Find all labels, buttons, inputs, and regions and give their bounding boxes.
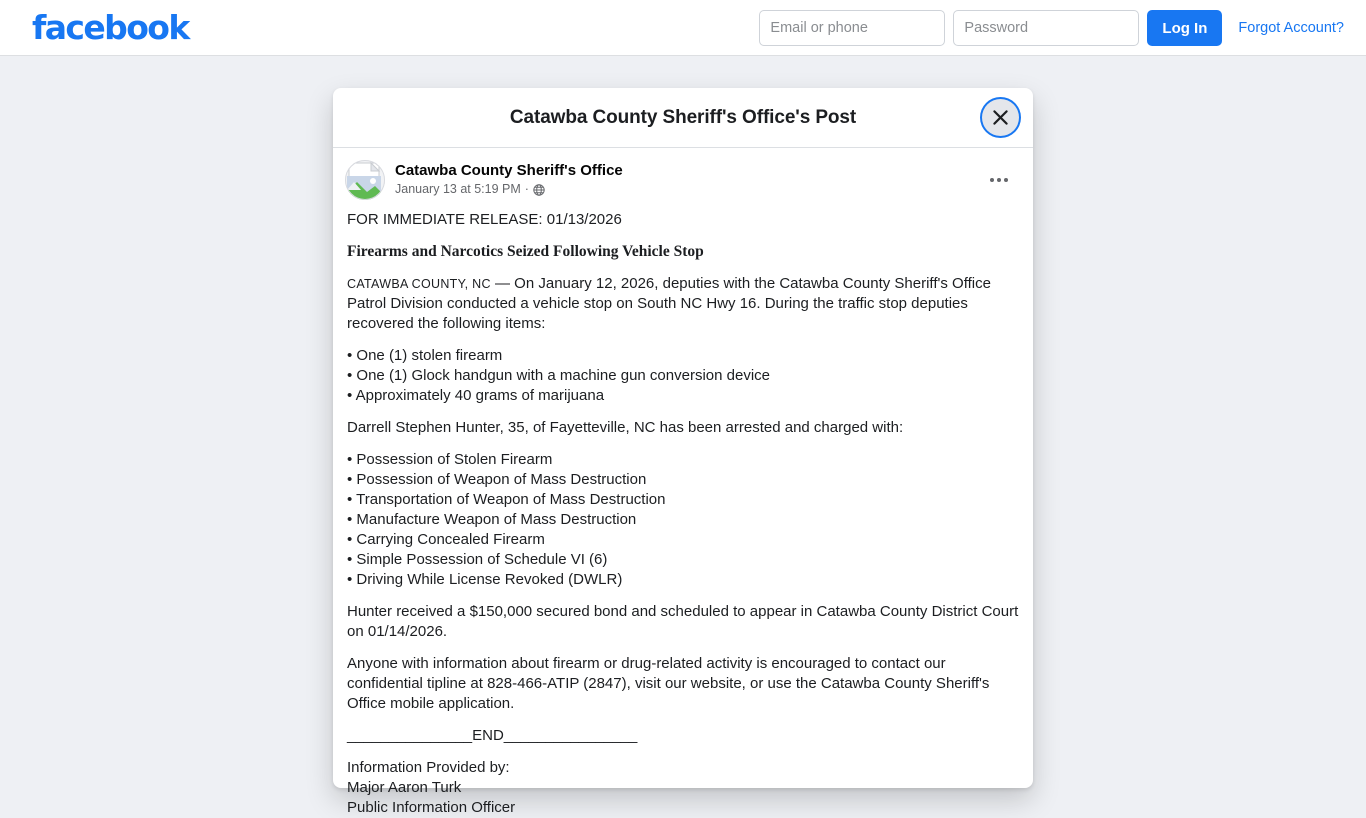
release-headline: Firearms and Narcotics Seized Following Vehicle Stop [347, 243, 704, 260]
log-in-button[interactable]: Log In [1147, 10, 1222, 46]
signature-line: Public Information Officer [347, 799, 516, 816]
dot [997, 178, 1001, 182]
more-options-icon[interactable] [981, 166, 1017, 194]
list-item: • Possession of Weapon of Mass Destruction [347, 471, 647, 488]
post-author-row [345, 160, 1021, 210]
post-content [333, 148, 1033, 816]
list-item: • One (1) stolen firearm [347, 347, 503, 364]
post-timestamp[interactable]: January 13 at 5:19 PM [395, 182, 521, 196]
facebook-logo[interactable]: facebook [32, 8, 189, 47]
release-date-line: FOR IMMEDIATE RELEASE: 01/13/2026 [347, 211, 622, 228]
lede-text: — On January 12, 2026, deputies with the Catawba County Sheriff's Office Patrol Division conducted a vehicle stop on South NC Hwy 16. During the traffic stop deputies recovered the following items: [347, 275, 991, 332]
bond-line: Hunter received a $150,000 secured bond and scheduled to appear in Catawba County District Court on 01/14/2026. [347, 603, 1019, 640]
signature-block [347, 758, 1019, 818]
post-dialog [333, 88, 1033, 816]
dialog-header [333, 88, 1033, 148]
broken-image-placeholder-icon [345, 160, 385, 200]
password-input[interactable] [953, 10, 1139, 46]
dateline-location: CATAWBA COUNTY, NC [347, 277, 491, 291]
list-item: • Simple Possession of Schedule VI (6) [347, 551, 608, 568]
login-form [759, 10, 1344, 46]
signature-line: Information Provided by: [347, 759, 510, 776]
avatar[interactable] [345, 160, 385, 200]
forgot-account-link[interactable]: Forgot Account? [1238, 20, 1344, 36]
facebook-top-bar [0, 0, 1366, 56]
close-icon-button[interactable] [982, 99, 1019, 136]
tipline-line: Anyone with information about firearm or drug-related activity is encouraged to contact our confidential tipline at 828-466-ATIP (2847), visit our website, or use the Catawba County Sheriff's Office mobile application. [347, 655, 990, 712]
list-item: • Driving While License Revoked (DWLR) [347, 571, 623, 588]
dot [1004, 178, 1008, 182]
arrest-line: Darrell Stephen Hunter, 35, of Fayetteville, NC has been arrested and charged with: [347, 419, 904, 436]
seized-items-list [347, 346, 1019, 406]
charges-list [347, 450, 1019, 590]
email-or-phone-input[interactable] [759, 10, 945, 46]
signature-line: Major Aaron Turk [347, 779, 462, 796]
list-item: • One (1) Glock handgun with a machine gun conversion device [347, 367, 770, 384]
list-item: • Carrying Concealed Firearm [347, 531, 545, 548]
end-marker: _______________END________________ [347, 727, 638, 744]
list-item: • Manufacture Weapon of Mass Destruction [347, 511, 637, 528]
meta-separator: · [524, 182, 529, 196]
dialog-title: Catawba County Sheriff's Office's Post [509, 106, 857, 128]
close-icon [992, 109, 1009, 126]
list-item: • Approximately 40 grams of marijuana [347, 387, 605, 404]
press-release-text [345, 210, 1021, 818]
post-meta [395, 182, 623, 197]
list-item: • Possession of Stolen Firearm [347, 451, 553, 468]
release-lede [347, 274, 1019, 334]
dot [990, 178, 994, 182]
list-item: • Transportation of Weapon of Mass Destruction [347, 491, 666, 508]
author-block [395, 160, 623, 197]
globe-icon[interactable] [533, 184, 545, 196]
post-author-name[interactable]: Catawba County Sheriff's Office [395, 162, 623, 179]
